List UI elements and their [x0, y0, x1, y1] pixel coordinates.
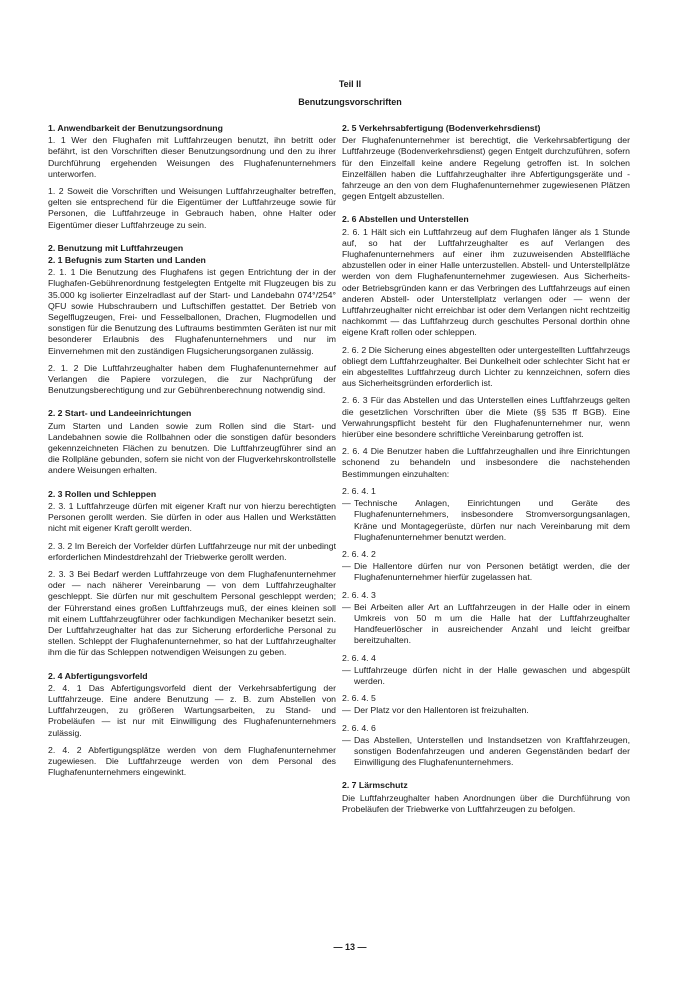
paragraph-2-6-2: 2. 6. 2 Die Sicherung eines abgestellten oder untergestellten Luftfahrzeugs obliegt dem Luftfahrzeughalter. Bei Dunkelheit oder schlechter Sicht hat er ein abgestelltes Luftfahrzeug durch Lichter zu kennzeichnen, sofern dies aus Sicherheitsgründen erforderlich ist.	[342, 344, 630, 389]
section-2-heading: 2. Benutzung mit Luftfahrzeugen	[48, 242, 184, 253]
paragraph-2-5: Der Flughafenunternehmer ist berechtigt, die Verkehrsabfertigung der Luftfahrzeuge (Bodenverkehrsdienst) gegen Entgelt durchzuführen, sofern für den Einzelfall keine andere Regelung getroffen ist. In solchen Einzelfällen haben die Luftfahrzeughalter ihre Abfertigungsgeräte und -fahrzeuge an den von dem Flughafenunternehmer zugewiesenen Plätzen gegen Entgelt abzustellen.	[342, 135, 630, 202]
section-1-heading: 1. Anwendbarkeit der Benutzungsordnung	[48, 123, 223, 133]
paragraph-2-4-1: 2. 4. 1 Das Abfertigungsvorfeld dient der Verkehrsabfertigung der Luftfahrzeuge. Eine andere Benutzung — z. B. zum Abstellen von Luftfahrzeugen, zu größeren Wartungsarbeiten, zu Stand- und Probeläufen — ist nur mit Einwilligung des Flughafenunternehmers zulässig.	[48, 682, 336, 738]
section-2-2-heading: 2. 2 Start- und Landeeinrichtungen	[48, 408, 192, 419]
dash-marker: —	[342, 498, 351, 509]
item-text-2-6-4-2: Die Hallentore dürfen nur von Personen betätigt werden, die der Flughafenunternehmer hierfür zugelassen hat.	[354, 561, 630, 583]
paragraph-2-6-4: 2. 6. 4 Die Benutzer haben die Luftfahrzeughallen und ihre Einrichtungen schonend zu behandeln und insbesondere die nachstehenden Bestimmungen einzuhalten:	[342, 446, 630, 479]
paragraph-2-3-1: 2. 3. 1 Luftfahrzeuge dürfen mit eigener Kraft nur von hierzu berechtigten Personen gerollt werden. Sie dürfen in oder aus Hallen und Werkstätten nicht mit eigener Kraft gerollt werden.	[48, 500, 336, 534]
page-header	[0, 78, 700, 108]
section-2-5-heading: 2. 5 Verkehrsabfertigung (Bodenverkehrsdienst)	[342, 123, 541, 133]
item-text-2-6-4-1: Technische Anlagen, Einrichtungen und Geräte des Flughafenunternehmers, insbesondere Stromversorgungsanlagen, Kräne und Montagegerüste, dürfen nur nach Vereinbarung mit dem Flughafenunternehmer benutzt werden.	[354, 498, 630, 542]
paragraph-2-1-1: 2. 1. 1 Die Benutzung des Flughafens ist gegen Entrichtung der in der Flughafen-Gebührenordnung festgelegten Entgelte mit Flugzeugen bis zu 35.000 kg isolierter Einzelradlast auf der Start- und Landebahn 074°/254° QFU sowie Hubschraubern und Luftschiffen gestattet. Der Betrieb von Segelflugzeugen, Frei- und Fesselballonen, Drachen, Flugmodellen und sonstigen für die Benutzung des Luftraums bestimmten Geräten ist nur mit besonderer Erlaubnis des Flughafenunternehmers und nur im Einvernehmen mit den zuständigen Flugsicherungsorganen zulässig.	[48, 267, 336, 356]
right-column	[342, 123, 630, 821]
item-number-2-6-4-3: 2. 6. 4. 3	[342, 589, 376, 600]
list-item	[342, 735, 630, 769]
section-2-3-heading: 2. 3 Rollen und Schleppen	[48, 488, 157, 499]
dash-marker: —	[342, 601, 351, 612]
item-number-2-6-4-2: 2. 6. 4. 2	[342, 548, 376, 559]
paragraph-2-1-2: 2. 1. 2 Die Luftfahrzeughalter haben dem Flughafenunternehmer auf Verlangen die Papiere vorzulegen, die zur Nachprüfung der Benutzungsberechtigung und zur Gebührenberechnung notwendig sind.	[48, 362, 336, 396]
paragraph-2-6-3: 2. 6. 3 Für das Abstellen und das Unterstellen eines Luftfahrzeugs gelten die gesetzlichen Vorschriften über die Miete (§§ 535 ff BGB). Eine Verwahrungspflicht besteht für den Flughafenunternehmer nur, wenn hierüber eine besondere schriftliche Vereinbarung getroffen ist.	[342, 395, 630, 440]
dash-marker: —	[342, 705, 351, 716]
item-text-2-6-4-6: Das Abstellen, Unterstellen und Instandsetzen von Kraftfahrzeugen, sonstigen Bodenfahrzeugen und anderen Gegenständen bedarf der Einwilligung des Flughafenunternehmers.	[354, 734, 630, 768]
list-item	[342, 498, 630, 543]
list-item	[342, 561, 630, 583]
part-title: Teil II	[338, 79, 362, 89]
item-number-2-6-4-4: 2. 6. 4. 4	[342, 652, 376, 663]
document-title: Benutzungsvorschriften	[298, 97, 402, 107]
page-number: — 13 —	[333, 942, 367, 952]
list-item	[342, 602, 630, 647]
section-2-6-heading: 2. 6 Abstellen und Unterstellen	[342, 214, 469, 225]
item-text-2-6-4-5: Der Platz vor den Hallentoren ist freizuhalten.	[354, 705, 529, 716]
item-number-2-6-4-1: 2. 6. 4. 1	[342, 485, 376, 496]
paragraph-1-2: 1. 2 Soweit die Vorschriften und Weisungen Luftfahrzeughalter betreffen, gelten sie entsprechend für die Eigentümer der Luftfahrzeuge sowie für Personen, die Luftfahrzeuge in Gebrauch haben, ohne Halter oder Eigentümer dieser Luftfahrzeuge zu sein.	[48, 186, 336, 230]
left-column	[48, 123, 336, 784]
item-number-2-6-4-5: 2. 6. 4. 5	[342, 693, 376, 704]
section-2-1-heading: 2. 1 Befugnis zum Starten und Landen	[48, 255, 206, 266]
item-text-2-6-4-4: Luftfahrzeuge dürfen nicht in der Halle gewaschen und abgespült werden.	[354, 664, 630, 686]
item-text-2-6-4-3: Bei Arbeiten aller Art an Luftfahrzeugen in der Halle oder in einem Umkreis von 50 m um die Halle hat der Luftfahrzeughalter Handfeuerlöscher in ausreichender Anzahl und leicht greifbar bereitzuhalten.	[354, 601, 630, 646]
list-item	[342, 705, 630, 716]
paragraph-2-6-1: 2. 6. 1 Hält sich ein Luftfahrzeug auf dem Flughafen länger als 1 Stunde auf, so hat der Luftfahrzeughalter es auf Verlangen des Flughafenunternehmers auf einer ihm zuzuweisenden Abstellfläche abzustellen oder in einer Halle unterzustellen. Abstell- und Unterstellplätze werden von dem Flughafenunternehmer zugewiesen. Aus Sicherheits- oder Betriebsgründen kann er das Verbringen des Luftfahrzeugs auf einen anderen Abstell- oder Unterstellplatz verlangen oder — wenn der Luftfahrzeughalter nicht erreichbar ist oder dem Verlangen nicht rechtzeitig nachkommt — das Luftfahrzeug durch geschultes Personal dorthin ohne eigene Kraft rollen oder schleppen.	[342, 226, 630, 338]
dash-marker: —	[342, 664, 351, 675]
paragraph-2-4-2: 2. 4. 2 Abfertigungsplätze werden von dem Flughafenunternehmer zugewiesen. Die Luftfahrzeuge werden von dem Personal des Flughafenunternehmers eingewinkt.	[48, 744, 336, 778]
paragraph-2-7: Die Luftfahrzeughalter haben Anordnungen über die Durchführung von Probeläufen der Triebwerke von Luftfahrzeugen zu befolgen.	[342, 792, 630, 814]
item-number-2-6-4-6: 2. 6. 4. 6	[342, 722, 376, 733]
paragraph-2-3-3: 2. 3. 3 Bei Bedarf werden Luftfahrzeuge von dem Flughafenunternehmer oder — nach näherer Vereinbarung — von dem Luftfahrzeughalter geschleppt. Sie dürfen nur mit geschultem Personal geschleppt werden; der Führerstand eines großen Luftfahrzeugs muß, der eines kleinen soll mit einem Luftfahrzeugführer oder fachkundigen Mechaniker besetzt sein. Der Luftfahrzeughalter hat das zur Sicherung erforderliche Personal zu stellen. Schleppt der Flughafenunternehmer, so hat der Luftfahrzeughalter ihm die für das Schleppen notwendigen Weisungen zu geben.	[48, 568, 336, 658]
section-2-4-heading: 2. 4 Abfertigungsvorfeld	[48, 670, 148, 681]
dash-marker: —	[342, 561, 351, 572]
dash-marker: —	[342, 734, 351, 745]
paragraph-2-2: Zum Starten und Landen sowie zum Rollen sind die Start- und Landebahnen sowie die Rollbahnen oder die sonstigen dafür besonders gekennzeichneten Flächen zu benutzen. Die Luftfahrzeugführer sind an die Rollpläne gebunden, sofern sie nicht von der Flugverkehrskontrollstelle andere Weisungen erhalten.	[48, 420, 336, 476]
section-2-7-heading: 2. 7 Lärmschutz	[342, 780, 408, 791]
paragraph-1-1: 1. 1 Wer den Flughafen mit Luftfahrzeugen benutzt, ihn betritt oder befährt, ist den Vorschriften dieser Benutzungsordnung und den zu ihrer Durchführung ergehenden Weisungen des Flughafenunternehmers unterworfen.	[48, 135, 336, 179]
paragraph-2-3-2: 2. 3. 2 Im Bereich der Vorfelder dürfen Luftfahrzeuge nur mit der unbedingt erforderlichen Mindestdrehzahl der Triebwerke gerollt werden.	[48, 540, 336, 562]
list-item	[342, 665, 630, 687]
